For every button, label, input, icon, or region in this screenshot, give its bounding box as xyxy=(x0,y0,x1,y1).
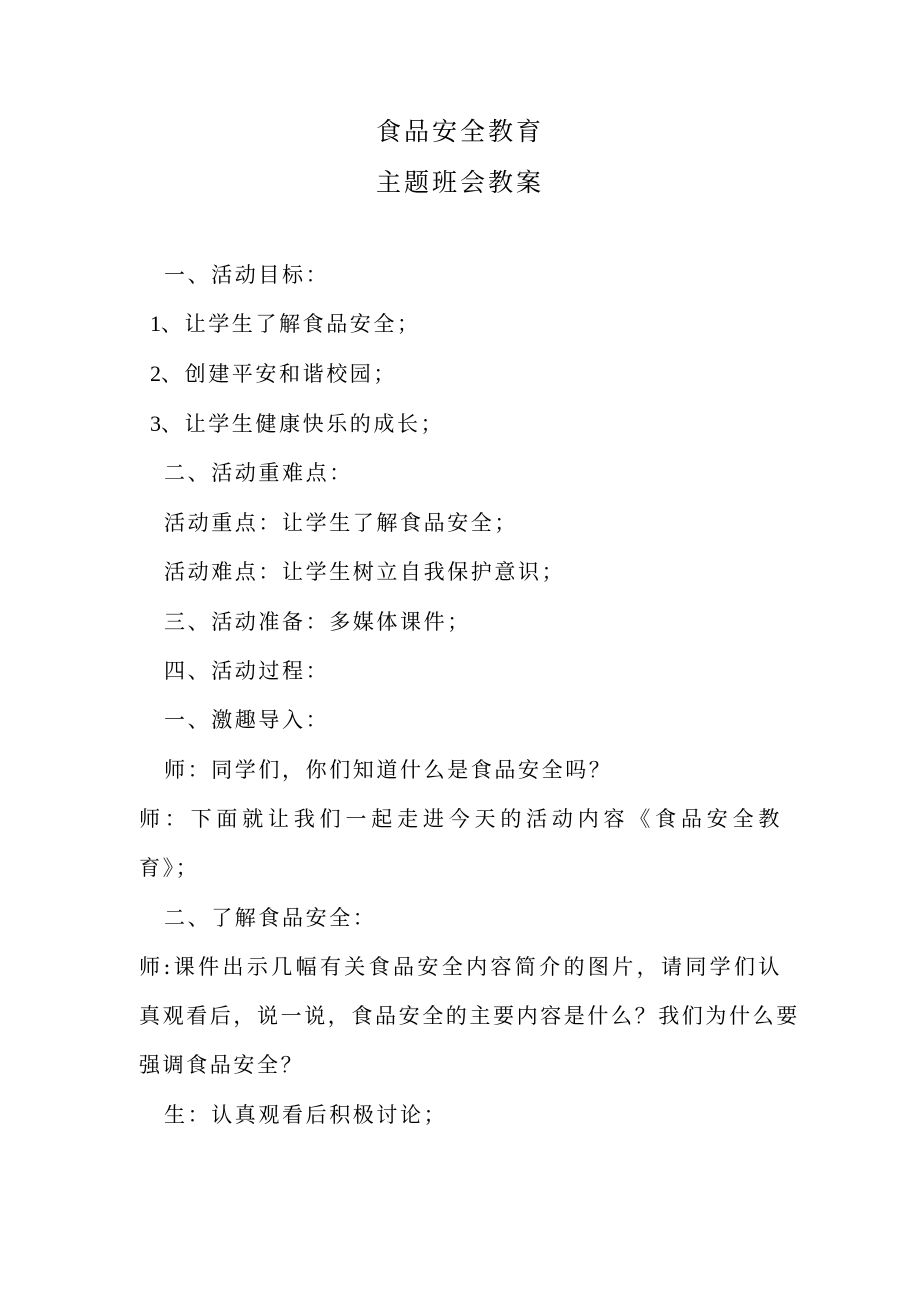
teacher-question-3-line-1: 师:课件出示几幅有关食品安全内容简介的图片，请同学们认 xyxy=(139,955,782,979)
teacher-question-2-line-2: 育》； xyxy=(139,856,200,880)
goal-text: 、让学生了解食品安全； xyxy=(161,312,421,336)
section-4-heading: 四、活动过程： xyxy=(164,659,330,683)
student-answer-1: 生：认真观看后积极讨论； xyxy=(164,1103,448,1127)
teacher-question-1: 师：同学们，你们知道什么是食品安全吗？ xyxy=(164,758,613,782)
document-title-line-1: 食品安全教育 xyxy=(375,117,544,146)
document-title-line-2: 主题班会教案 xyxy=(375,168,544,197)
teacher-question-3-line-2: 真观看后，说一说，食品安全的主要内容是什么？我们为什么要 xyxy=(139,1004,800,1028)
goal-number: 1 xyxy=(150,311,161,336)
difficult-point: 活动难点：让学生树立自我保护意识； xyxy=(164,560,566,584)
key-point: 活动重点：让学生了解食品安全； xyxy=(164,511,518,535)
goal-number: 2 xyxy=(150,361,161,386)
part-2-heading: 二、了解食品安全： xyxy=(164,906,377,930)
section-1-heading: 一、活动目标： xyxy=(164,263,330,287)
section-2-heading: 二、活动重难点： xyxy=(164,461,353,485)
goal-number: 3 xyxy=(150,411,161,436)
section-3-heading: 三、活动准备：多媒体课件； xyxy=(164,610,471,634)
goal-text: 、创建平安和谐校园； xyxy=(161,362,397,386)
goal-item-1 xyxy=(150,309,421,339)
goal-text: 、让学生健康快乐的成长； xyxy=(161,412,445,436)
part-1-heading: 一、激趣导入： xyxy=(164,708,330,732)
goal-item-3 xyxy=(150,409,444,439)
teacher-question-2-line-1: 师：下面就让我们一起走进今天的活动内容《食品安全教 xyxy=(139,807,782,831)
goal-item-2 xyxy=(150,359,397,389)
teacher-question-3-line-3: 强调食品安全？ xyxy=(139,1053,305,1077)
